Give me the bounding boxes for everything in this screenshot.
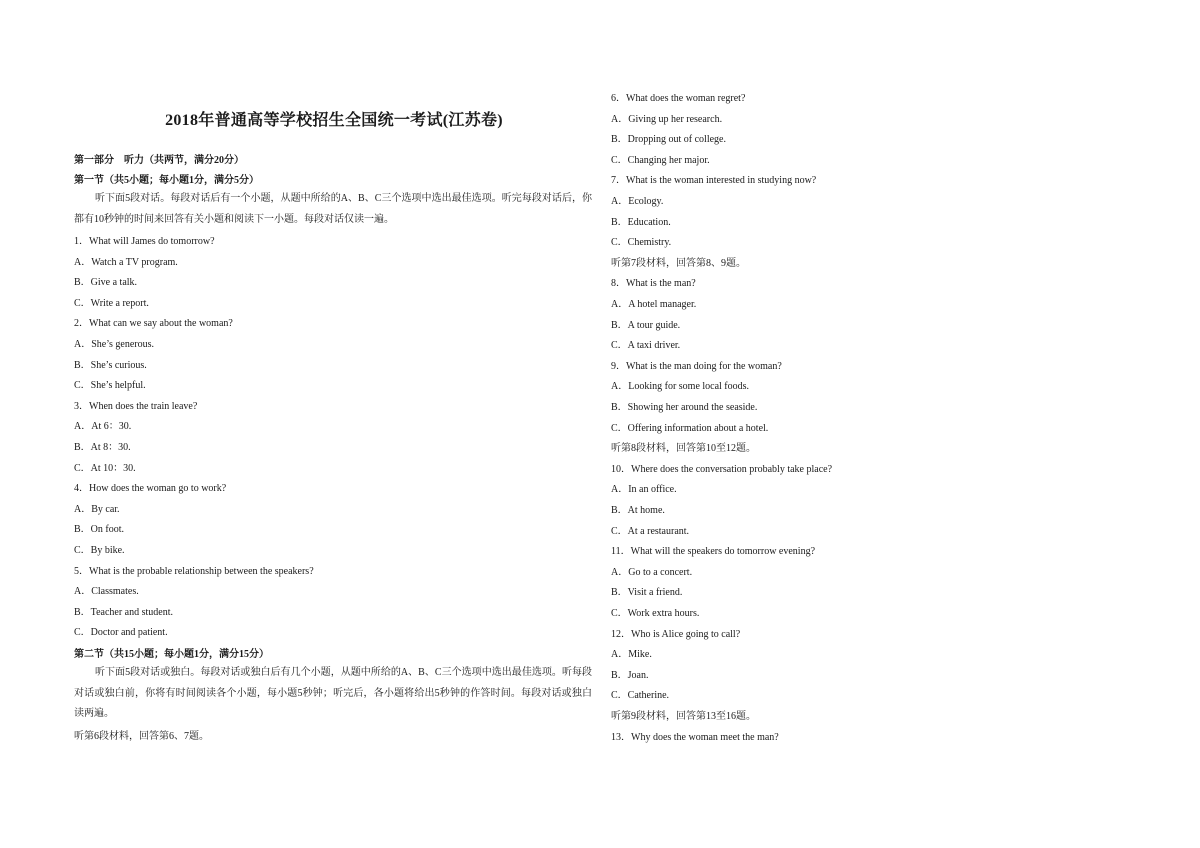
list-item: C．At 10：30. [74, 462, 136, 474]
list-item: A．At 6：30. [74, 421, 132, 433]
list-item: C．She’s helpful. [74, 380, 146, 392]
list-item: 13．Why does the woman meet the man? [611, 731, 779, 743]
list-item: A．By car. [74, 503, 120, 515]
list-item: 5．What is the probable relationship between the speakers? [74, 565, 314, 577]
section1-heading: 第一节（共5小题；每小题1分，满分5分） [74, 175, 259, 186]
list-item: 10．Where does the conversation probably take place? [611, 463, 833, 475]
section1-instructions: 听下面5段对话。每段对话后有一个小题，从题中所给的A、B、C三个选项中选出最佳选项。听完每段对话后，你都有10秒钟的时间来回答有关小题和阅读下一小题。每段对话仅读一遍。 [74, 193, 592, 225]
list-item: C．By bike. [74, 545, 125, 556]
list-item: A．Go to a concert. [611, 566, 693, 578]
list-item: B．On foot. [74, 524, 124, 536]
list-item: A．She’s generous. [74, 339, 154, 350]
list-item: C．Write a report. [74, 297, 149, 309]
list-item: B．At 8：30. [74, 442, 131, 453]
list-item: A．In an office. [611, 484, 677, 496]
section2-instructions: 听下面5段对话或独白。每段对话或独白后有几个小题，从题中所给的A、B、C三个选项中选出最佳选项。听每段对话或独白前，你将有时间阅读各个小题，每小题5秒钟；听完后，各小题将给出5秒钟的作答时间。每段对话或独白读两遍。 [74, 667, 592, 720]
list-item: A．Looking for some local foods. [611, 381, 750, 393]
list-item: 9．What is the man doing for the woman? [611, 360, 782, 372]
list-item: 12．Who is Alice going to call? [611, 628, 741, 640]
list-item: A．Classmates. [74, 586, 139, 598]
list-item: 7．What is the woman interested in studying now? [611, 175, 817, 187]
left-tail-note: 听第6段材料，回答第6、7题。 [74, 731, 209, 742]
list-item: 8．What is the man? [611, 278, 696, 290]
list-item: 4．How does the woman go to work? [74, 483, 227, 495]
list-item: C．A taxi driver. [611, 340, 681, 352]
list-item: A．Giving up her research. [611, 113, 723, 125]
list-item: B．Joan. [611, 669, 649, 681]
list-item: A．Ecology. [611, 196, 664, 207]
list-item: 6．What does the woman regret? [611, 93, 746, 104]
list-item: 听第7段材料，回答第8、9题。 [611, 257, 746, 269]
list-item: 听第8段材料，回答第10至12题。 [611, 443, 756, 455]
section2-heading: 第二节（共15小题；每小题1分，满分15分） [74, 649, 269, 660]
list-item: B．Give a talk. [74, 277, 138, 289]
list-item: C．Changing her major. [611, 154, 710, 166]
list-item: B．Showing her around the seaside. [611, 402, 758, 413]
list-item: C．At a restaurant. [611, 525, 690, 537]
list-item: B．A tour guide. [611, 319, 681, 331]
list-item: 1．What will James do tomorrow? [74, 236, 215, 247]
list-item: B．Teacher and student. [74, 606, 173, 618]
list-item: B．Visit a friend. [611, 587, 683, 599]
list-item: C．Catherine. [611, 690, 670, 702]
list-item: 11．What will the speakers do tomorrow evening? [611, 546, 816, 558]
list-item: B．At home. [611, 505, 665, 516]
list-item: C．Offering information about a hotel. [611, 422, 769, 434]
part1-heading: 第一部分 听力（共两节，满分20分） [74, 155, 244, 166]
list-item: C．Doctor and patient. [74, 627, 168, 639]
list-item: A．Mike. [611, 649, 652, 661]
list-item: 3．When does the train leave? [74, 400, 198, 412]
list-item: A．A hotel manager. [611, 299, 697, 310]
page-title: 2018年普通高等学校招生全国统一考试(江苏卷) [165, 112, 503, 129]
list-item: B．Education. [611, 216, 671, 228]
list-item: 听第9段材料，回答第13至16题。 [611, 711, 756, 722]
list-item: B．She’s curious. [74, 359, 147, 371]
list-item: 2．What can we say about the woman? [74, 318, 233, 330]
list-item: C．Chemistry. [611, 237, 672, 249]
list-item: A．Watch a TV program. [74, 256, 178, 268]
list-item: C．Work extra hours. [611, 608, 700, 619]
list-item: B．Dropping out of college. [611, 134, 726, 146]
